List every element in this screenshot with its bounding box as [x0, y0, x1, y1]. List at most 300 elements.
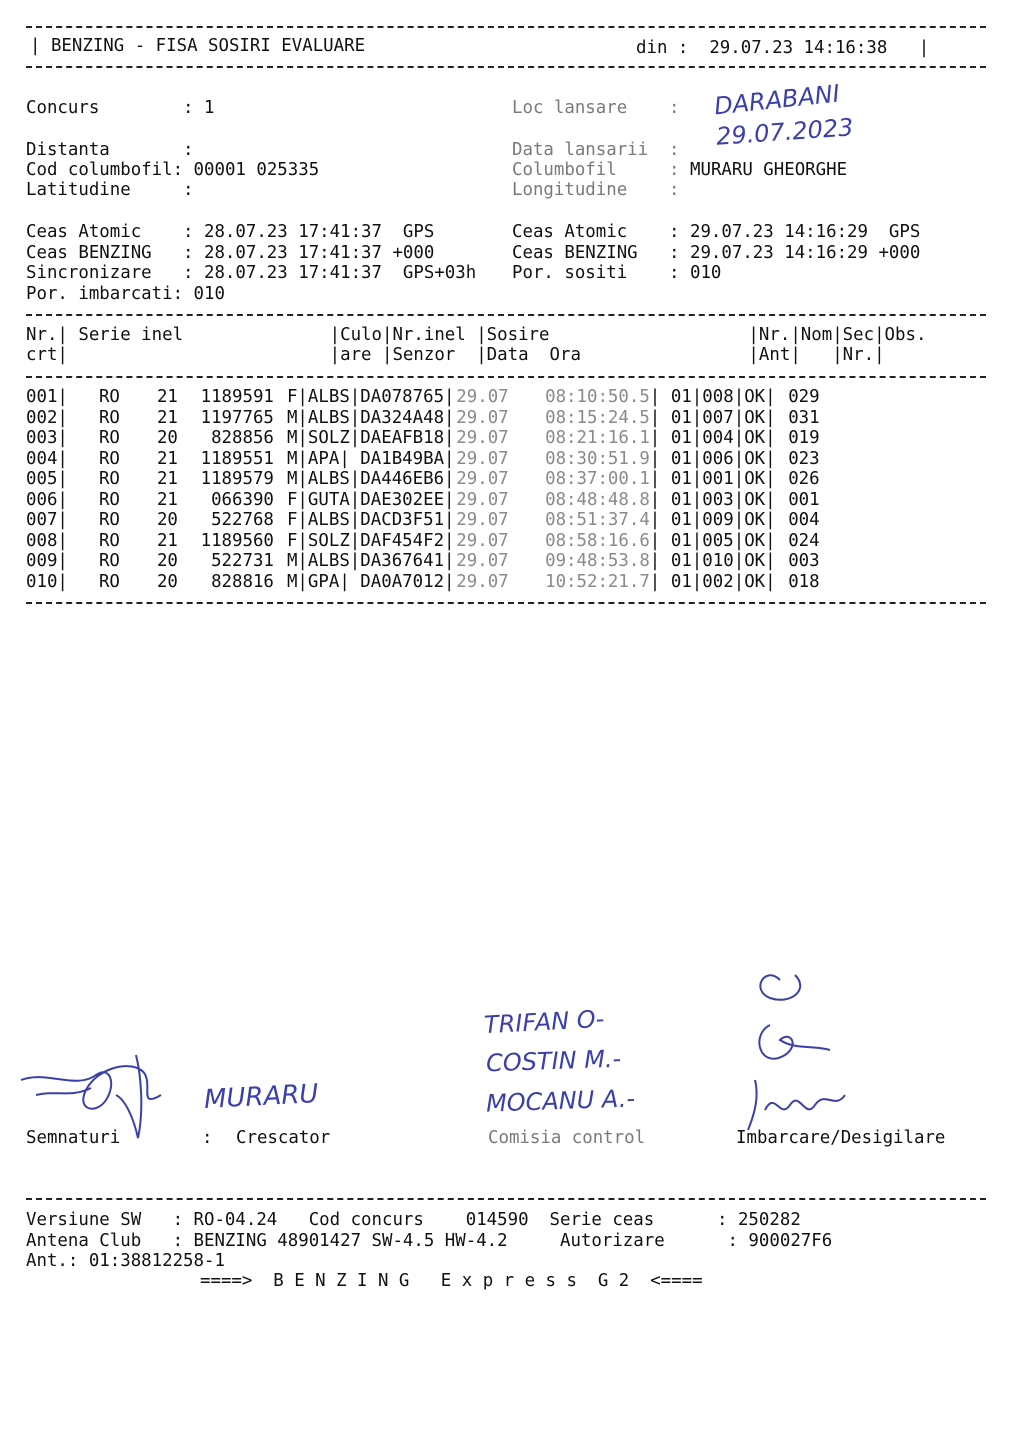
- cell-tara: [68, 449, 120, 470]
- nr-value: 005: [26, 469, 58, 490]
- cell-culoare: ALBS|: [307, 551, 361, 572]
- cell-nom: 010|: [702, 551, 745, 572]
- data-value: 29.07: [456, 407, 509, 428]
- ant-value: 01: [670, 387, 692, 408]
- printed-at-value: 29.07.23 14:16:38: [709, 38, 888, 58]
- cell-sex: F|: [286, 510, 308, 531]
- senzor-value: DAE302EE: [360, 489, 445, 510]
- cell-nom: 001|: [702, 469, 745, 490]
- cell-inel: [178, 408, 274, 429]
- semnaturi-label: Semnaturi: [26, 1128, 121, 1148]
- footer-ant: Ant.: 01:38812258-1: [26, 1251, 225, 1271]
- cell-sex: F|: [286, 530, 308, 551]
- longitudine-label: Longitudine :: [512, 180, 680, 200]
- ora-value: 10:52:21.7: [545, 571, 650, 592]
- cell-data: [456, 449, 512, 470]
- cell-culoare: ALBS|: [307, 407, 361, 428]
- cell-tara: [68, 572, 120, 593]
- distanta-label: Distanta :: [26, 140, 194, 160]
- table-row: [26, 531, 848, 552]
- arrivals-table: [26, 387, 848, 592]
- cell-sec: OK|: [744, 469, 776, 490]
- nom-value: 005: [702, 530, 734, 551]
- cell-ora: 09:48:53.8|: [545, 551, 661, 572]
- ora-value: 08:58:16.6: [545, 530, 650, 551]
- ora-value: 08:48:48.8: [545, 489, 650, 510]
- cell-nr: 004|: [26, 448, 68, 469]
- cell-an: [120, 408, 178, 429]
- cell-culoare: ALBS|: [307, 469, 361, 490]
- sex-value: M: [286, 448, 298, 469]
- latitudine-label: Latitudine :: [26, 180, 194, 200]
- ceas-atomic-left: Ceas Atomic : 28.07.23 17:41:37 GPS: [26, 222, 435, 242]
- cell-sex: M|: [286, 448, 308, 469]
- sex-value: M: [286, 428, 298, 449]
- tara-value: RO: [98, 428, 120, 449]
- data-value: 29.07: [456, 428, 509, 449]
- cell-obs: [788, 572, 848, 593]
- columbofil-label: Columbofil :: [512, 160, 680, 180]
- nr-value: 009: [26, 551, 58, 572]
- sex-value: M: [286, 571, 298, 592]
- footer-antena: Antena Club : BENZING 48901427 SW-4.5 HW-4.2 Autorizare : 900027F6: [26, 1231, 833, 1251]
- cell-ant: 01|: [670, 571, 703, 592]
- cell-inel: [178, 510, 274, 531]
- nr-value: 006: [26, 489, 58, 510]
- cell-nr: 008|: [26, 530, 68, 551]
- ant-value: 01: [670, 571, 692, 592]
- culoare-value: ALBS: [307, 387, 350, 408]
- cell-ora: 08:37:00.1|: [545, 469, 661, 490]
- concurs-row: [26, 98, 215, 119]
- an-value: 21: [156, 407, 178, 428]
- nr-value: 007: [26, 510, 58, 531]
- data-value: 29.07: [456, 530, 509, 551]
- cell-sex: F|: [286, 489, 308, 510]
- cell-sec: OK|: [744, 387, 776, 408]
- table-row: [26, 428, 848, 449]
- senzor-value: DA446EB6: [360, 469, 445, 490]
- cell-sec: OK|: [744, 510, 776, 531]
- tara-value: RO: [98, 510, 120, 531]
- comisia-member-3: MOCANU A.-: [485, 1084, 636, 1118]
- obs-value: 003: [788, 551, 820, 572]
- cell-senzor: DA446EB6|: [360, 469, 455, 490]
- cell-obs: [788, 490, 848, 511]
- cell-culoare: SOLZ|: [307, 530, 361, 551]
- cell-ant: 01|: [670, 489, 703, 510]
- nom-value: 004: [702, 428, 734, 449]
- ora-value: 08:15:24.5: [545, 407, 650, 428]
- cell-nr: 006|: [26, 489, 68, 510]
- cell-nr: 003|: [26, 428, 68, 449]
- clocks-right: [512, 222, 920, 284]
- cell-sec: OK|: [744, 448, 776, 469]
- sex-value: M: [286, 469, 298, 490]
- ant-value: 01: [670, 489, 692, 510]
- cell-sec: OK|: [744, 571, 776, 592]
- obs-value: 026: [788, 469, 820, 490]
- table-header-line2: crt| |are |Senzor |Data Ora |Ant| |Nr.|: [26, 345, 885, 365]
- ant-value: 01: [670, 551, 692, 572]
- cell-tara: [68, 469, 120, 490]
- header-top-rule: [26, 26, 986, 28]
- sec-value: OK: [744, 448, 766, 469]
- table-row: [26, 469, 848, 490]
- sincronizare-left: Sincronizare : 28.07.23 17:41:37 GPS+03h: [26, 263, 477, 283]
- sec-value: OK: [744, 469, 766, 490]
- ant-value: 01: [670, 448, 692, 469]
- cell-obs: [788, 428, 848, 449]
- semnaturi-separator: :: [202, 1128, 213, 1148]
- cell-an: [120, 490, 178, 511]
- sec-value: OK: [744, 551, 766, 572]
- tara-value: RO: [98, 407, 120, 428]
- imbarcare-label: Imbarcare/Desigilare: [736, 1128, 946, 1148]
- senzor-value: DACD3F51: [360, 510, 445, 531]
- nom-value: 002: [702, 571, 734, 592]
- cell-data: [456, 469, 512, 490]
- cell-data: [456, 490, 512, 511]
- obs-value: 031: [788, 407, 820, 428]
- cell-nom: 002|: [702, 571, 745, 592]
- concurs-value: 1: [204, 98, 215, 118]
- por-sositi: Por. sositi : 010: [512, 263, 722, 283]
- cell-sex: M|: [286, 407, 308, 428]
- cell-nr: 001|: [26, 387, 68, 408]
- an-value: 20: [156, 551, 178, 572]
- cell-inel: [178, 469, 274, 490]
- cell-nom: 008|: [702, 387, 745, 408]
- cell-data: [456, 408, 512, 429]
- obs-value: 018: [788, 571, 820, 592]
- data-value: 29.07: [456, 489, 509, 510]
- cell-nr: 002|: [26, 407, 68, 428]
- senzor-value: DA078765: [360, 387, 445, 408]
- an-value: 20: [156, 510, 178, 531]
- obs-value: 024: [788, 530, 820, 551]
- cell-ant: 01|: [670, 387, 703, 408]
- cell-ant: 01|: [670, 510, 703, 531]
- cell-ant: 01|: [670, 530, 703, 551]
- cell-obs: [788, 387, 848, 408]
- cell-tara: [68, 387, 120, 408]
- cell-senzor: DACD3F51|: [360, 510, 455, 531]
- ora-value: 09:48:53.8: [545, 551, 650, 572]
- footer-rule: [26, 1198, 986, 1200]
- nom-value: 010: [702, 551, 734, 572]
- table-row: [26, 551, 848, 572]
- ant-value: 01: [670, 469, 692, 490]
- table-header-rule: [26, 376, 986, 378]
- obs-value: 029: [788, 387, 820, 408]
- printed-date: din : 29.07.23 14:16:38 |: [636, 38, 930, 58]
- nr-value: 001: [26, 387, 58, 408]
- cod-label: Cod columbofil:: [26, 160, 184, 180]
- cell-inel: [178, 572, 274, 593]
- imbarcare-signature-scribble: [740, 960, 860, 1135]
- inel-value: 1189579: [200, 469, 274, 490]
- tara-value: RO: [98, 530, 120, 551]
- loc-lansare-handwritten: DARABANI: [712, 79, 842, 121]
- nr-value: 003: [26, 428, 58, 449]
- sex-value: F: [286, 387, 298, 408]
- comisia-label: Comisia control: [488, 1128, 646, 1148]
- cell-obs: [788, 531, 848, 552]
- ant-value: 01: [670, 407, 692, 428]
- cell-nr: 007|: [26, 510, 68, 531]
- inel-value: 1189560: [200, 530, 274, 551]
- culoare-value: GUTA: [307, 489, 350, 510]
- inel-value: 828816: [211, 571, 274, 592]
- cell-an: [120, 510, 178, 531]
- cell-nom: 006|: [702, 448, 745, 469]
- cell-sec: OK|: [744, 551, 776, 572]
- sec-value: OK: [744, 428, 766, 449]
- ant-value: 01: [670, 428, 692, 449]
- cell-senzor: DA0A7012|: [360, 571, 455, 592]
- an-value: 21: [156, 387, 178, 408]
- cell-obs: [788, 510, 848, 531]
- cell-inel: [178, 387, 274, 408]
- cell-sec: OK|: [744, 428, 776, 449]
- cell-senzor: DAE302EE|: [360, 489, 455, 510]
- cell-data: [456, 572, 512, 593]
- cell-data: [456, 387, 512, 408]
- cell-tara: [68, 531, 120, 552]
- cell-sec: OK|: [744, 530, 776, 551]
- inel-value: 522731: [211, 551, 274, 572]
- tara-value: RO: [98, 469, 120, 490]
- sex-value: F: [286, 510, 298, 531]
- nom-value: 001: [702, 469, 734, 490]
- cell-sex: M|: [286, 551, 308, 572]
- cell-culoare: SOLZ|: [307, 428, 361, 449]
- cell-an: [120, 428, 178, 449]
- tara-value: RO: [98, 387, 120, 408]
- crescator-label: Crescator: [236, 1128, 331, 1148]
- loc-lansare-label: Loc lansare :: [512, 98, 680, 118]
- cell-senzor: DA078765|: [360, 387, 455, 408]
- din-label: din :: [636, 38, 689, 58]
- nr-value: 008: [26, 530, 58, 551]
- cell-tara: [68, 490, 120, 511]
- culoare-value: SOLZ: [307, 428, 350, 449]
- cell-nr: 010|: [26, 571, 68, 592]
- cell-nom: 005|: [702, 530, 745, 551]
- sex-value: M: [286, 551, 298, 572]
- columbofil-row: [512, 160, 847, 181]
- cell-an: [120, 449, 178, 470]
- obs-value: 019: [788, 428, 820, 449]
- cell-obs: [788, 408, 848, 429]
- footer-versiune: Versiune SW : RO-04.24 Cod concurs 014590 Serie ceas : 250282: [26, 1210, 801, 1230]
- cell-an: [120, 572, 178, 593]
- table-row: [26, 510, 848, 531]
- senzor-value: DAF454F2: [360, 530, 445, 551]
- cell-obs: [788, 551, 848, 572]
- data-value: 29.07: [456, 571, 509, 592]
- cell-obs: [788, 469, 848, 490]
- sec-value: OK: [744, 530, 766, 551]
- tara-value: RO: [98, 489, 120, 510]
- obs-value: 004: [788, 510, 820, 531]
- inel-value: 1189591: [200, 387, 274, 408]
- cell-tara: [68, 428, 120, 449]
- culoare-value: APA: [307, 448, 340, 469]
- cell-ora: 08:48:48.8|: [545, 489, 661, 510]
- cell-sec: OK|: [744, 407, 776, 428]
- culoare-value: GPA: [307, 571, 340, 592]
- cell-senzor: DAF454F2|: [360, 530, 455, 551]
- comisia-member-2: COSTIN M.-: [485, 1044, 622, 1078]
- ceas-benzing-right: Ceas BENZING : 29.07.23 14:16:29 +000: [512, 242, 921, 263]
- cell-culoare: ALBS|: [307, 387, 361, 408]
- cell-tara: [68, 551, 120, 572]
- cell-ant: 01|: [670, 407, 703, 428]
- cod-value: 00001 025335: [193, 160, 320, 180]
- ora-value: 08:30:51.9: [545, 448, 650, 469]
- cell-an: [120, 387, 178, 408]
- table-row: [26, 387, 848, 408]
- nr-value: 010: [26, 571, 58, 592]
- footer-benzing-banner: ====> B E N Z I N G E x p r e s s G 2 <====: [200, 1271, 703, 1291]
- cell-tara: [68, 408, 120, 429]
- cell-ora: 08:58:16.6|: [545, 530, 661, 551]
- obs-value: 023: [788, 448, 820, 469]
- cell-an: [120, 469, 178, 490]
- data-value: 29.07: [456, 387, 509, 408]
- data-lansarii-handwritten: 29.07.2023: [715, 113, 855, 151]
- crescator-handwritten: MURARU: [203, 1079, 320, 1115]
- cod-row: [26, 160, 319, 181]
- cell-nom: 009|: [702, 510, 745, 531]
- ceas-benzing-left: Ceas BENZING : 28.07.23 17:41:37 +000: [26, 242, 435, 263]
- senzor-value: DA367641: [360, 551, 445, 572]
- cell-ora: 08:51:37.4|: [545, 510, 661, 531]
- cell-senzor: DA324A48|: [360, 407, 455, 428]
- header-bottom-rule: [26, 66, 986, 68]
- cell-senzor: DA367641|: [360, 551, 455, 572]
- cell-culoare: ALBS|: [307, 510, 361, 531]
- cell-sec: OK|: [744, 489, 776, 510]
- cell-ora: 08:21:16.1|: [545, 428, 661, 449]
- cell-nom: 007|: [702, 407, 745, 428]
- ant-value: 01: [670, 530, 692, 551]
- cell-an: [120, 551, 178, 572]
- cell-ant: 01|: [670, 469, 703, 490]
- data-lansarii-label: Data lansarii :: [512, 140, 680, 160]
- cell-inel: [178, 490, 274, 511]
- nom-value: 009: [702, 510, 734, 531]
- table-bottom-rule: [26, 602, 986, 604]
- inel-value: 066390: [211, 489, 274, 510]
- cell-data: [456, 428, 512, 449]
- concurs-label: Concurs :: [26, 98, 194, 118]
- table-top-rule: [26, 314, 986, 316]
- table-row: [26, 408, 848, 429]
- table-header-line1: Nr.| Serie inel |Culo|Nr.inel |Sosire |Nr.|Nom|Sec|Obs.: [26, 325, 927, 345]
- an-value: 20: [156, 571, 178, 592]
- cell-ora: 08:15:24.5|: [545, 407, 661, 428]
- cell-ant: 01|: [670, 551, 703, 572]
- an-value: 20: [156, 428, 178, 449]
- ora-value: 08:10:50.5: [545, 387, 650, 408]
- cell-culoare: APA|: [307, 448, 350, 469]
- cell-senzor: DA1B49BA|: [360, 448, 455, 469]
- cell-senzor: DAEAFB18|: [360, 428, 455, 449]
- culoare-value: ALBS: [307, 551, 350, 572]
- table-row: [26, 572, 848, 593]
- sec-value: OK: [744, 407, 766, 428]
- culoare-value: SOLZ: [307, 530, 350, 551]
- nom-value: 006: [702, 448, 734, 469]
- ora-value: 08:21:16.1: [545, 428, 650, 449]
- cell-inel: [178, 428, 274, 449]
- cell-sex: M|: [286, 571, 308, 592]
- nom-value: 008: [702, 387, 734, 408]
- nom-value: 003: [702, 489, 734, 510]
- senzor-value: DAEAFB18: [360, 428, 445, 449]
- sec-value: OK: [744, 571, 766, 592]
- cell-nom: 004|: [702, 428, 745, 449]
- cell-data: [456, 551, 512, 572]
- cell-nr: 005|: [26, 469, 68, 490]
- comisia-member-1: TRIFAN O-: [483, 1004, 606, 1040]
- cell-ant: 01|: [670, 428, 703, 449]
- nr-value: 002: [26, 407, 58, 428]
- an-value: 21: [156, 469, 178, 490]
- header-title-bar: | BENZING - FISA SOSIRI EVALUARE: [30, 36, 366, 56]
- senzor-value: DA1B49BA: [360, 448, 445, 469]
- cell-inel: [178, 531, 274, 552]
- cell-sex: M|: [286, 428, 308, 449]
- ceas-atomic-right: Ceas Atomic : 29.07.23 14:16:29 GPS: [512, 222, 921, 242]
- cell-data: [456, 510, 512, 531]
- cell-nr: 009|: [26, 551, 68, 572]
- cell-culoare: GPA|: [307, 571, 350, 592]
- ant-value: 01: [670, 510, 692, 531]
- culoare-value: ALBS: [307, 510, 350, 531]
- tara-value: RO: [98, 551, 120, 572]
- senzor-value: DA324A48: [360, 407, 445, 428]
- data-value: 29.07: [456, 510, 509, 531]
- cell-inel: [178, 449, 274, 470]
- data-value: 29.07: [456, 448, 509, 469]
- cell-culoare: GUTA|: [307, 489, 361, 510]
- sec-value: OK: [744, 387, 766, 408]
- sec-value: OK: [744, 489, 766, 510]
- cell-sex: M|: [286, 469, 308, 490]
- tara-value: RO: [98, 571, 120, 592]
- cell-nom: 003|: [702, 489, 745, 510]
- cell-inel: [178, 551, 274, 572]
- cell-sex: F|: [286, 387, 308, 408]
- nom-value: 007: [702, 407, 734, 428]
- cell-ora: 08:10:50.5|: [545, 387, 661, 408]
- data-value: 29.07: [456, 551, 509, 572]
- inel-value: 1189551: [200, 448, 274, 469]
- cell-ora: 10:52:21.7|: [545, 571, 661, 592]
- cell-obs: [788, 449, 848, 470]
- table-row: [26, 490, 848, 511]
- an-value: 21: [156, 448, 178, 469]
- ora-value: 08:37:00.1: [545, 469, 650, 490]
- page-title: BENZING - FISA SOSIRI EVALUARE: [50, 36, 366, 56]
- por-imbarcati: Por. imbarcati: 010: [26, 283, 225, 304]
- senzor-value: DA0A7012: [360, 571, 445, 592]
- inel-value: 522768: [211, 510, 274, 531]
